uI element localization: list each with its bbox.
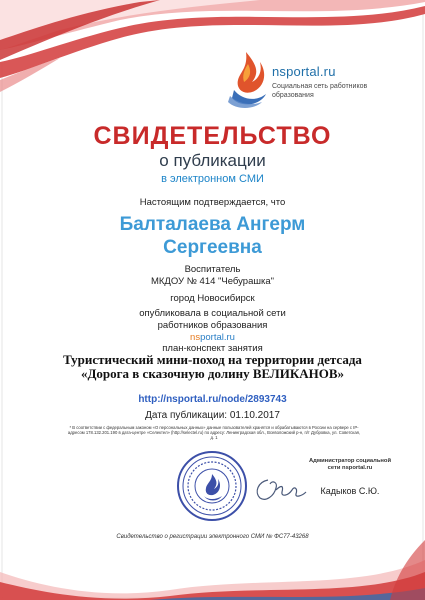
recipient-name-line-1: Балталаева Ангерм [119, 214, 306, 235]
nsportal-flame-logo-icon [226, 50, 268, 108]
brand-subtitle-line-2: образования [272, 92, 314, 99]
publication-date: Дата публикации: 01.10.2017 [145, 410, 280, 421]
portal-name [0, 332, 425, 343]
recipient-organization: МКДОУ № 414 "Чебурашка" [150, 276, 275, 287]
media-registration: Свидетельство о регистрации электронного СМИ № ФС77-43268 [116, 534, 309, 540]
portal-name-ns: ns [190, 332, 201, 343]
recipient-name [0, 213, 425, 259]
brand-subtitle-line-1: Социальная сеть работников [272, 83, 368, 90]
administrator-title-line-2: сети nsportal.ru [327, 465, 373, 471]
official-stamp-icon [176, 450, 248, 522]
portal-name-rest: portal.ru [200, 332, 235, 343]
administrator-name: Кадыков С.Ю. [320, 486, 380, 496]
publication-link[interactable]: http://nsportal.ru/node/2893743 [138, 394, 287, 405]
certificate-subtitle: о публикации [159, 151, 266, 170]
material-type: план-конспект занятия [162, 343, 263, 354]
publication-title: Туристический мини-поход на территории детсада «Дорога в сказочную долину ВЕЛИКАНОВ» [63, 352, 362, 381]
published-statement-line-2: работников образования [157, 320, 268, 331]
brand-subtitle [272, 82, 392, 100]
confirmation-text: Настоящим подтверждается, что [139, 197, 286, 208]
recipient-role: Воспитатель [184, 264, 241, 275]
recipient-name-line-2: Сергеевна [163, 237, 262, 258]
recipient-city: город Новосибирск [170, 293, 255, 304]
administrator-title-line-1: Администратор социальной [308, 458, 392, 464]
certificate-title: СВИДЕТЕЛЬСТВО [93, 122, 332, 150]
administrator-title [300, 458, 400, 472]
brand-block [226, 50, 406, 120]
personal-data-footnote: * В соответствии с федеральным законом «О персональных данных» данные пользователей хранятся и обрабатываются в России на сервере с IP-адресом 178.132.201.190 в дата-центре «Селектел» (http://selectel.ru) по адресу: Ленинградская обл., Всеволожский р-н, п/т Дубровка, ул. Советская, д. 1 [67, 425, 361, 441]
certificate-subtitle-media: в электронном СМИ [161, 173, 264, 185]
brand-name: nsportal.ru [272, 64, 336, 79]
published-statement-line-1: опубликовала в социальной сети [139, 308, 286, 319]
